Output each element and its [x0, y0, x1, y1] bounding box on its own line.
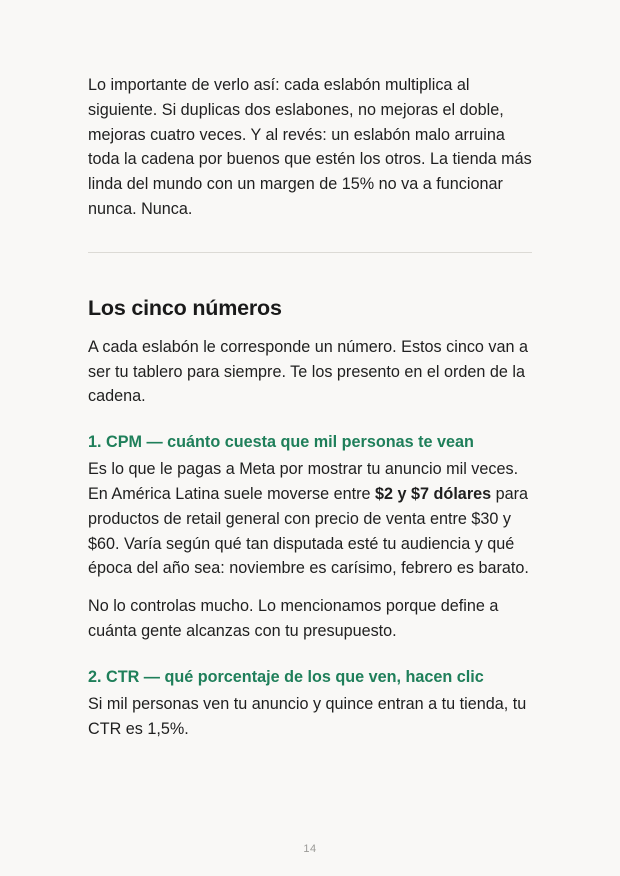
metric-note-cpm: No lo controlas mucho. Lo mencionamos porque define a cuánta gente alcanzas con tu presupuesto.: [88, 597, 499, 640]
metric-body-cpm-end: para productos de retail general con precio de venta entre $30 y $60. Varía según qué tan disputada esté tu audiencia y qué época del año sea: noviembre es carísimo, febrero es barato.: [88, 484, 529, 578]
metric-body-ctr: Si mil personas ven tu anuncio y quince entran a tu tienda, tu CTR es 1,5%.: [88, 694, 527, 738]
metric-heading-cpm: 1. CPM — cuánto cuesta que mil personas te vean: [88, 433, 474, 452]
metric-heading-ctr: 2. CTR — qué porcentaje de los que ven, hacen clic: [88, 667, 484, 686]
section-intro: A cada eslabón le corresponde un número. Estos cinco van a ser tu tablero para siempre. Te los presento en el orden de la cadena.: [88, 337, 529, 406]
section-title: Los cinco números: [88, 295, 282, 320]
page-number: 14: [303, 843, 317, 855]
cpm-range-highlight: $2 y $7 dólares: [375, 484, 492, 503]
page-content: [88, 73, 532, 741]
metric-body-cpm-start: Es lo que le pagas a Meta por mostrar tu anuncio mil veces. En América Latina suele moverse entre: [88, 460, 519, 503]
section-divider: [88, 252, 532, 253]
metric-body-cpm: [88, 457, 532, 581]
opening-paragraph: Lo importante de verlo así: cada eslabón multiplica al siguiente. Si duplicas dos eslabones, no mejoras el doble, mejoras cuatro veces. Y al revés: un eslabón malo arruina toda la cadena por buenos que estén los otros. La tienda más linda del mundo con un margen de 15% no va a funcionar nunca. Nunca.: [88, 76, 532, 218]
